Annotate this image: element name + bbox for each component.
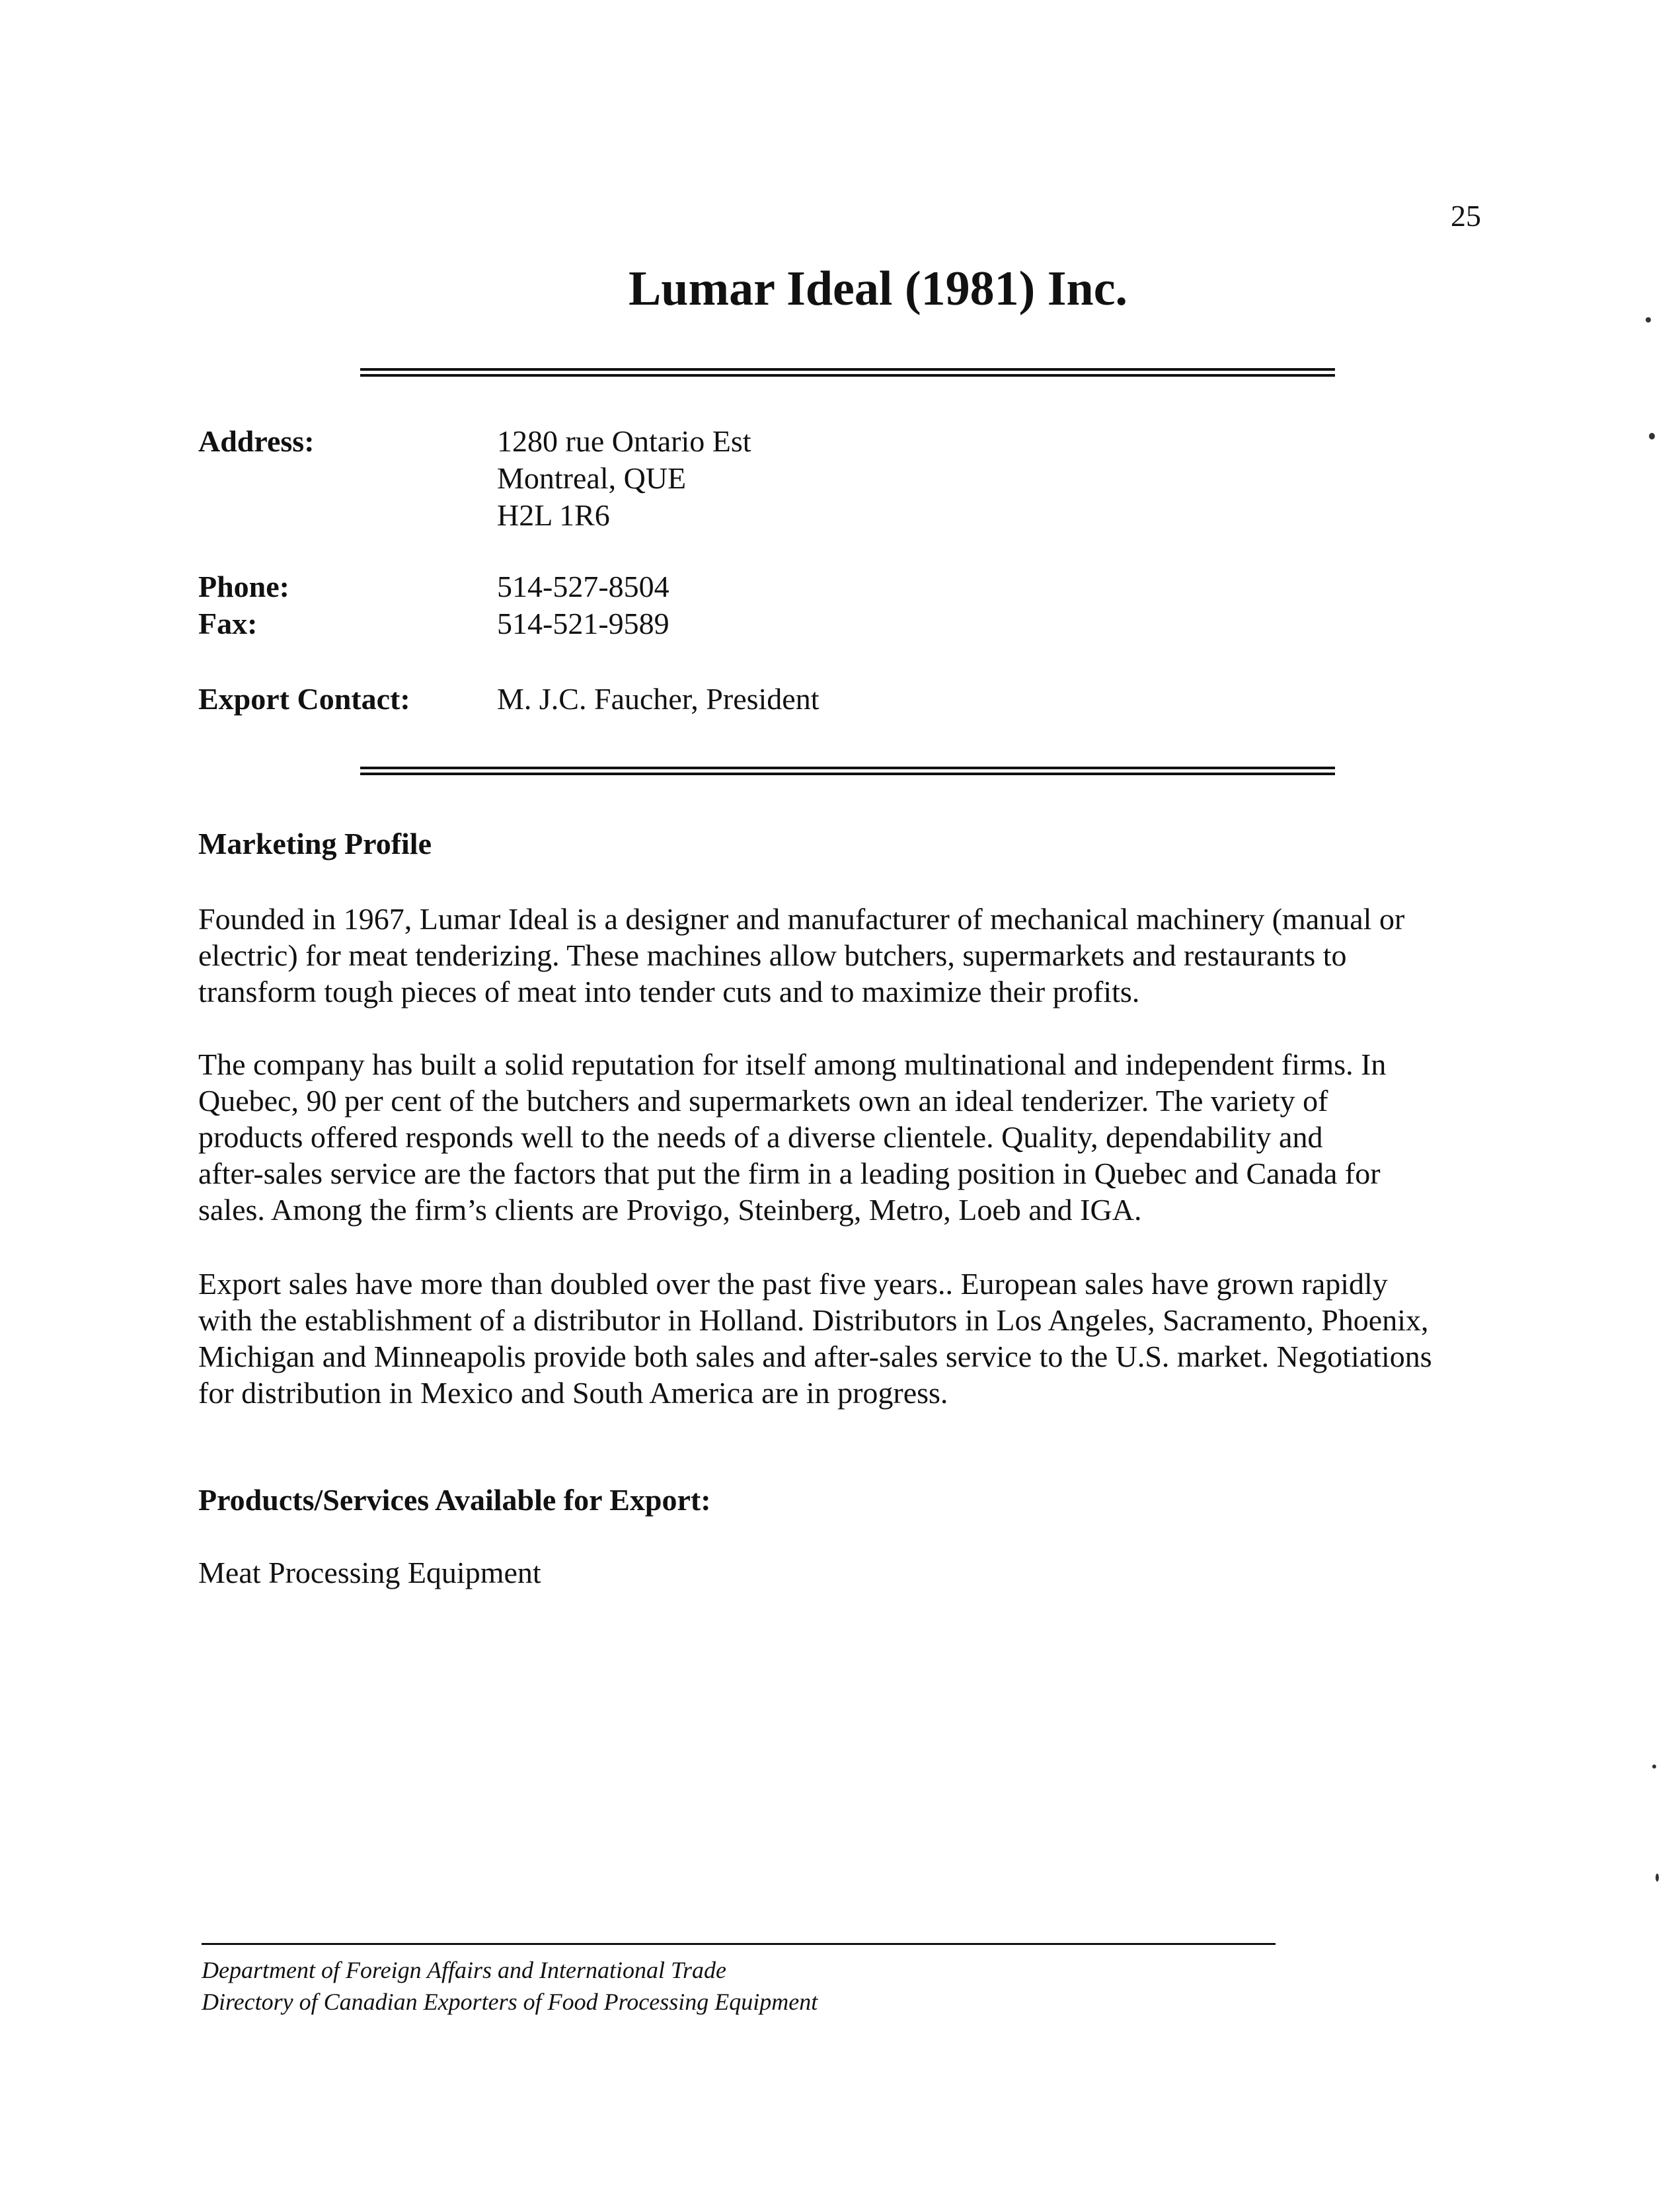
phone-value: 514-527-8504 <box>497 570 669 603</box>
paragraph-line: for distribution in Mexico and South America are in progress. <box>198 1376 948 1410</box>
paragraph-line: The company has built a solid reputation for itself among multinational and independent firms. In <box>198 1047 1387 1081</box>
scan-speck <box>1646 317 1651 323</box>
footer-divider <box>202 1943 1276 1945</box>
products-item: Meat Processing Equipment <box>198 1556 541 1589</box>
contact-divider <box>360 767 1335 775</box>
paragraph-line: Michigan and Minneapolis provide both sales and after-sales service to the U.S. market. Negotiations <box>198 1340 1432 1373</box>
footer-department: Department of Foreign Affairs and International Trade <box>202 1957 726 1983</box>
header-divider <box>360 368 1335 377</box>
paragraph-line: after-sales service are the factors that put the firm in a leading position in Quebec and Canada for <box>198 1157 1381 1190</box>
paragraph-line: with the establishment of a distributor in Holland. Distributors in Los Angeles, Sacramento, Phoenix, <box>198 1303 1429 1337</box>
scan-speck <box>1652 1765 1656 1769</box>
page-title: Lumar Ideal (1981) Inc. <box>628 262 1128 316</box>
marketing-profile-heading: Marketing Profile <box>198 827 432 860</box>
paragraph-line: Export sales have more than doubled over the past five years.. European sales have grown rapidly <box>198 1267 1388 1301</box>
paragraph-line: products offered responds well to the needs of a diverse clientele. Quality, dependability and <box>198 1120 1323 1154</box>
footer-directory: Directory of Canadian Exporters of Food Processing Equipment <box>202 1989 818 2015</box>
phone-label: Phone: <box>198 570 289 603</box>
paragraph-line: Founded in 1967, Lumar Ideal is a designer and manufacturer of mechanical machinery (manual or <box>198 902 1405 936</box>
marketing-paragraph-2 <box>198 1046 1507 1228</box>
paragraph-line: electric) for meat tenderizing. These machines allow butchers, supermarkets and restaurants to <box>198 938 1347 972</box>
paragraph-line: Quebec, 90 per cent of the butchers and supermarkets own an ideal tenderizer. The variety of <box>198 1084 1328 1118</box>
export-contact-value: M. J.C. Faucher, President <box>497 682 820 716</box>
address-line-3: H2L 1R6 <box>497 498 610 532</box>
paragraph-line: sales. Among the firm’s clients are Provigo, Steinberg, Metro, Loeb and IGA. <box>198 1193 1142 1227</box>
address-line-1: 1280 rue Ontario Est <box>497 424 751 458</box>
address-line-2: Montreal, QUE <box>497 461 687 495</box>
marketing-paragraph-3 <box>198 1266 1507 1411</box>
marketing-paragraph-1 <box>198 901 1507 1010</box>
scan-speck <box>1649 433 1655 439</box>
paragraph-line: transform tough pieces of meat into tender cuts and to maximize their profits. <box>198 975 1140 1008</box>
products-heading: Products/Services Available for Export: <box>198 1483 711 1517</box>
scan-speck <box>1656 1874 1659 1882</box>
page-number: 25 <box>1451 199 1481 233</box>
fax-label: Fax: <box>198 607 258 640</box>
address-label: Address: <box>198 424 315 458</box>
export-contact-label: Export Contact: <box>198 682 410 716</box>
fax-value: 514-521-9589 <box>497 607 669 640</box>
